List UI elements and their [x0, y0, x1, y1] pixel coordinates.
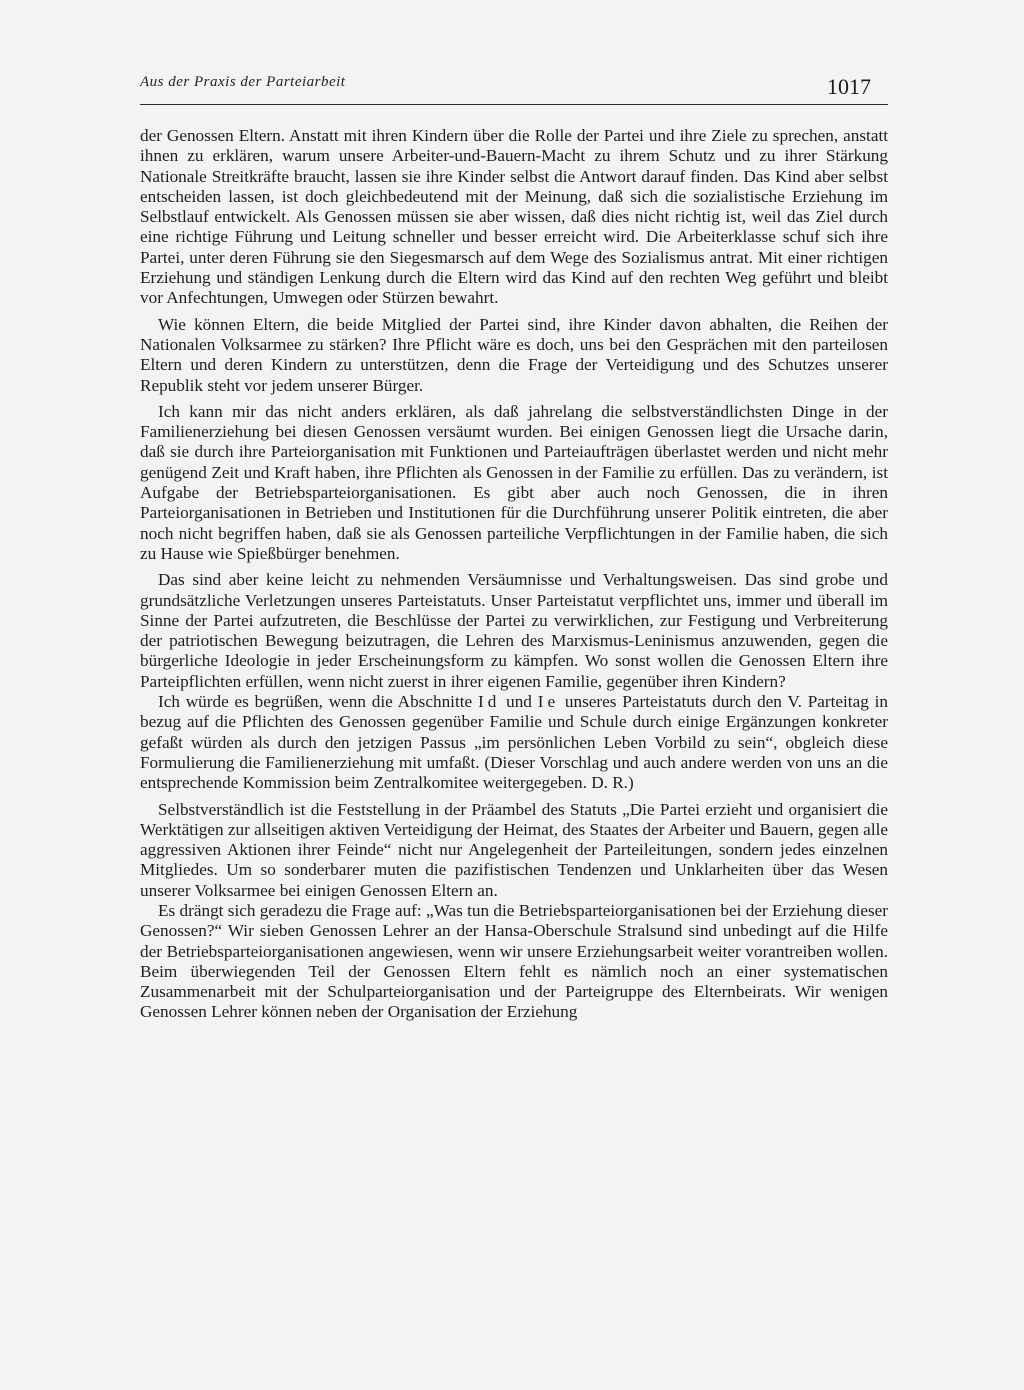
header-rule: [140, 104, 888, 105]
section-reference-a: Id: [477, 692, 501, 712]
paragraph-5-conjunction: und: [500, 692, 538, 712]
paragraph-3: Ich kann mir das nicht anders erklären, als daß jahrelang die selbstverständlichsten Dinge in der Familienerziehung bei diesen Genossen versäumt wurden. Bei einigen Genossen liegt die Ursache darin, daß sie durch ihre Parteiorganisation mit Funktionen und Parteiaufträgen überlastet werden und nicht mehr genügend Zeit und Kraft haben, ihre Pflichten als Genossen in der Familie zu erfüllen. Das zu verändern, ist Aufgabe der Betriebsparteiorganisationen. Es gibt aber auch noch Genossen, die in ihren Parteiorganisationen in Betrieben und Institutionen für die Durchführung unserer Politik eintreten, die aber noch nicht begriffen haben, daß sie als Genossen parteiliche Verpflichtungen in der Familie haben, die sich zu Hause wie Spießbürger benehmen.: [140, 401, 888, 563]
section-reference-b: Ie: [537, 692, 560, 712]
paragraph-5-rest: unseres Parteistatuts durch den V. Parteitag in bezug auf die Pflichten des Genossen gegenüber Familie und Schule durch einige Ergänzungen konkreter gefaßt würden als durch den jetzigen Passus „im persönlichen Leben Vorbild zu sein“, obgleich diese Formulierung die Familienerziehung mit umfaßt. (Dieser Vorschlag und auch andere werden von uns an die entsprechende Kommission beim Zentralkomitee weitergegeben. D. R.): [140, 692, 888, 793]
running-head: Aus der Praxis der Parteiarbeit: [140, 74, 346, 90]
paragraph-5: [140, 692, 888, 793]
page-number: 1017: [827, 74, 871, 99]
paragraph-5-lead: Ich würde es begrüßen, wenn die Abschnitte: [158, 692, 478, 712]
article-body: [140, 126, 888, 1023]
paragraph-1: der Genossen Eltern. Anstatt mit ihren Kindern über die Rolle der Partei und ihre Ziele zu sprechen, anstatt ihnen zu erklären, warum unsere Arbeiter-und-Bauern-Macht zu ihrem Schutz und zu ihrer Stärkung Nationale Streitkräfte braucht, lassen sie ihre Kinder selbst die Antwort darauf finden. Das Kind aber selbst entscheiden lassen, ist doch gleichbedeutend mit der Meinung, daß sich die sozialistische Erziehung im Selbstlauf entwickelt. Als Genossen müssen sie aber wissen, daß dies nicht richtig ist, weil das Ziel durch eine richtige Führung und Leitung schneller und besser erreicht wird. Die Arbeiterklasse schuf sich ihre Partei, unter deren Führung sie den Siegesmarsch auf dem Wege des Sozialismus antrat. Mit einer richtigen Erziehung und ständigen Lenkung durch die Eltern wird das Kind auf den rechten Weg geführt und bleibt vor Anfechtungen, Umwegen oder Stürzen bewahrt.: [140, 126, 888, 308]
paragraph-6: Selbstverständlich ist die Feststellung in der Präambel des Statuts „Die Partei erzieht und organisiert die Werktätigen zur allseitigen aktiven Verteidigung der Heimat, des Staates der Arbeiter und Bauern, gegen alle aggressiven Aktionen ihrer Feinde“ nicht nur Angelegenheit der Parteileitungen, sondern jedes einzelnen Mitgliedes. Um so sonderbarer muten die pazifistischen Tendenzen und Unklarheiten über das Wesen unserer Volksarmee bei einigen Genossen Eltern an.: [140, 799, 888, 900]
paragraph-4: Das sind aber keine leicht zu nehmenden Versäumnisse und Verhaltungsweisen. Das sind grobe und grundsätzliche Verletzungen unseres Parteistatuts. Unser Parteistatut verpflichtet uns, immer und überall im Sinne der Partei aufzutreten, die Beschlüsse der Partei zu verwirklichen, zur Festigung und Verbreiterung der patriotischen Bewegung beizutragen, die Lehren des Marxismus-Leninismus anzuwenden, gegen die bürgerliche Ideologie in jeder Erscheinungsform zu kämpfen. Wo sonst wollen die Genossen Eltern ihre Parteipflichten erfüllen, wenn nicht zuerst in ihrer eigenen Familie, gegenüber ihren Kindern?: [140, 570, 888, 691]
paragraph-7: Es drängt sich geradezu die Frage auf: „Was tun die Betriebsparteiorganisationen bei der Erziehung dieser Genossen?“ Wir sieben Genossen Lehrer an der Hansa-Oberschule Stralsund sind unbedingt auf die Hilfe der Betriebsparteiorganisationen angewiesen, wenn wir unsere Erziehungsarbeit weiter vorantreiben wollen. Beim überwiegenden Teil der Genossen Eltern fehlt es nämlich noch an einer systematischen Zusammenarbeit mit der Schulparteiorganisation und der Parteigruppe des Elternbeirats. Wir wenigen Genossen Lehrer können neben der Organisation der Erziehung: [140, 900, 888, 1022]
paragraph-2: Wie können Eltern, die beide Mitglied der Partei sind, ihre Kinder davon abhalten, die Reihen der Nationalen Volksarmee zu stärken? Ihre Pflicht wäre es doch, uns bei den Gesprächen mit den parteilosen Eltern und deren Kindern zu unterstützen, denn die Frage der Verteidigung und des Schutzes unserer Republik steht vor jedem unserer Bürger.: [140, 314, 888, 395]
